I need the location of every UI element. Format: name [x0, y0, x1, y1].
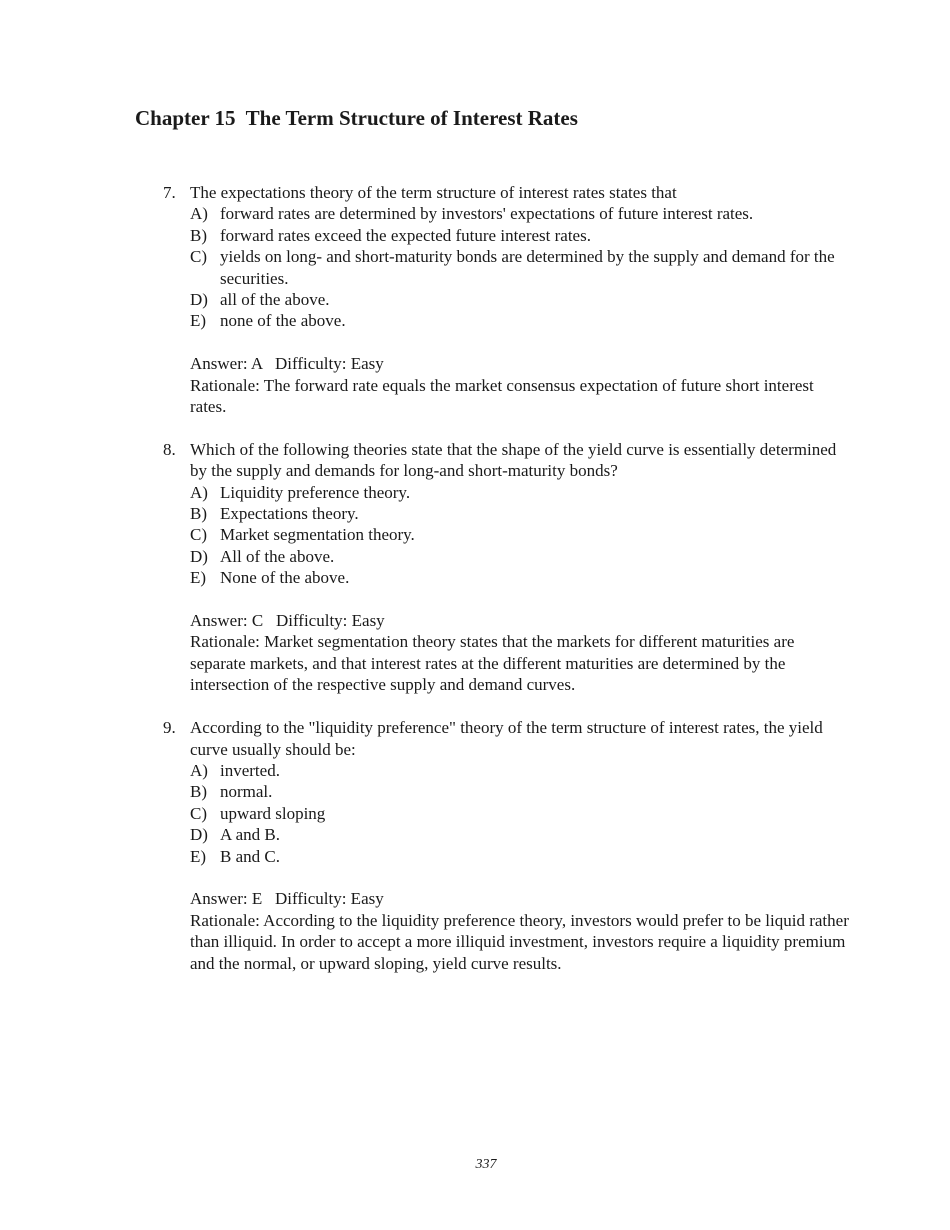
option-text: none of the above. — [220, 311, 346, 331]
option-text: upward sloping — [220, 803, 326, 823]
option-c — [190, 803, 853, 824]
option-e — [190, 310, 853, 331]
answer-line: Answer: C Difficulty: Easy — [190, 611, 385, 631]
option-text: inverted. — [220, 760, 280, 780]
question-number: 7. — [163, 183, 176, 202]
option-c — [190, 246, 853, 289]
answer-line: Answer: A Difficulty: Easy — [190, 354, 384, 374]
option-text: A and B. — [220, 825, 280, 845]
question-stem: According to the "liquidity preference" theory of the term structure of interest rates, the yield curve usually should be: — [190, 718, 823, 759]
option-letter: E) — [190, 311, 207, 331]
option-text: All of the above. — [220, 546, 335, 566]
question-number: 9. — [163, 718, 176, 738]
answer-block — [190, 610, 853, 696]
option-list — [190, 760, 853, 867]
question-number: 8. — [163, 439, 176, 459]
option-letter: D) — [190, 825, 208, 845]
option-letter: B) — [190, 782, 207, 802]
option-d — [190, 824, 853, 845]
option-letter: D) — [190, 546, 208, 566]
rationale: Rationale: According to the liquidity preference theory, investors would prefer to be liquid rather than illiquid. In order to accept a more illiquid investment, investors require a liquidity premium and the normal, or upward sloping, yield curve results. — [190, 910, 849, 973]
option-text: normal. — [220, 782, 273, 802]
option-b — [190, 225, 853, 246]
option-list — [190, 482, 853, 589]
option-a — [190, 482, 853, 503]
option-letter: E) — [190, 846, 207, 866]
rationale: Rationale: The forward rate equals the market consensus expectation of future short interest rates. — [190, 375, 814, 417]
answer-line: Answer: E Difficulty: Easy — [190, 889, 384, 909]
option-text: forward rates are determined by investors' expectations of future interest rates. — [220, 204, 754, 224]
option-a — [190, 760, 853, 781]
option-letter: C) — [190, 247, 207, 267]
option-letter: B) — [190, 225, 207, 245]
option-text: B and C. — [220, 846, 280, 866]
option-text: Liquidity preference theory. — [220, 482, 411, 502]
option-list — [190, 203, 853, 331]
option-d — [190, 289, 853, 310]
answer-block — [190, 353, 853, 417]
option-letter: C) — [190, 525, 207, 545]
option-text: None of the above. — [220, 568, 350, 588]
question-stem: The expectations theory of the term structure of interest rates states that — [190, 183, 677, 202]
option-e — [190, 846, 853, 867]
question-9 — [163, 717, 853, 974]
option-text: yields on long- and short-maturity bonds are determined by the supply and demand for the securities. — [220, 247, 835, 288]
option-letter: B) — [190, 504, 207, 524]
question-stem: Which of the following theories state that the shape of the yield curve is essentially determined by the supply and demands for long-and short-maturity bonds? — [190, 439, 837, 481]
option-d — [190, 546, 853, 567]
question-8 — [163, 439, 853, 696]
rationale: Rationale: Market segmentation theory states that the markets for different maturities are separate markets, and that interest rates at the different maturities are determined by the intersection of the respective supply and demand curves. — [190, 632, 795, 695]
option-c — [190, 524, 853, 545]
option-a — [190, 203, 853, 224]
option-e — [190, 567, 853, 588]
option-text: all of the above. — [220, 290, 330, 310]
option-letter: A) — [190, 760, 208, 780]
option-letter: E) — [190, 568, 207, 588]
option-letter: D) — [190, 290, 208, 310]
option-letter: C) — [190, 803, 207, 823]
question-7 — [163, 182, 853, 417]
page-number: 337 — [475, 1157, 497, 1172]
option-b — [190, 781, 853, 802]
answer-block — [190, 888, 853, 974]
option-text: Market segmentation theory. — [220, 525, 415, 545]
question-list — [163, 182, 853, 995]
option-letter: A) — [190, 204, 208, 224]
option-b — [190, 503, 853, 524]
option-text: Expectations theory. — [220, 504, 359, 524]
option-text: forward rates exceed the expected future interest rates. — [220, 225, 591, 245]
option-letter: A) — [190, 482, 208, 502]
page-title: Chapter 15 The Term Structure of Interest Rates — [135, 106, 578, 130]
